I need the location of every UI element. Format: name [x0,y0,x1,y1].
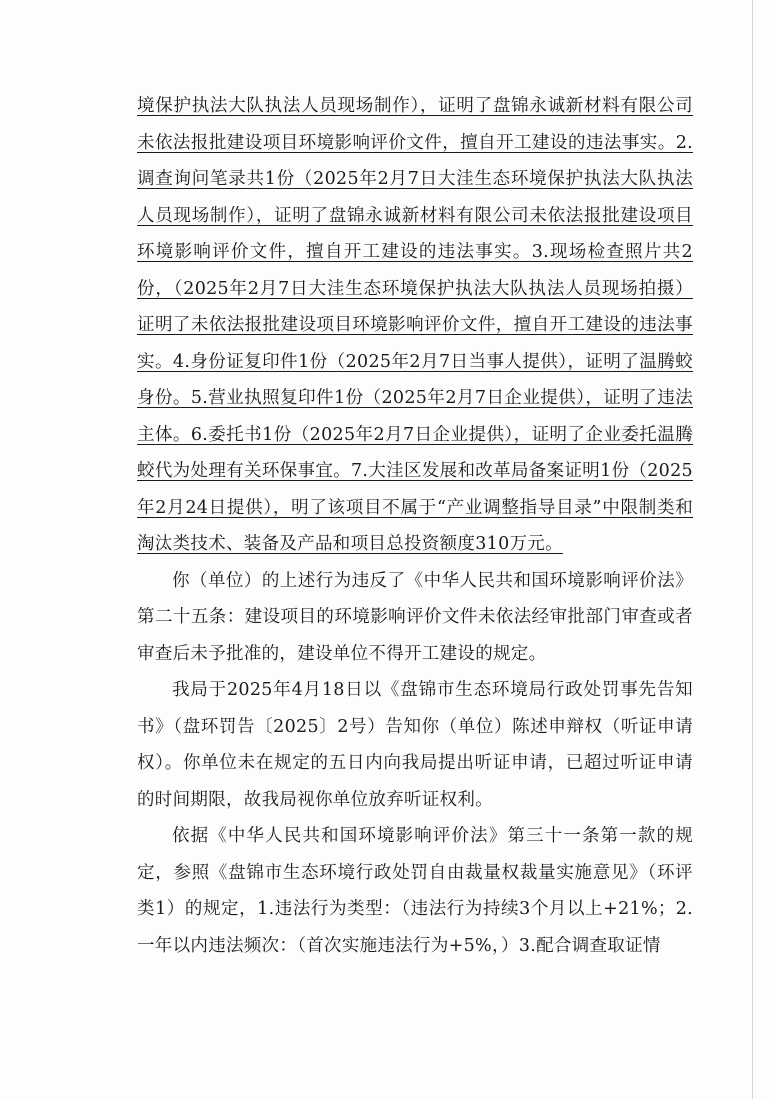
penalty-basis-paragraph: 依据《中华人民共和国环境影响评价法》第三十一条第一款的规定，参照《盘锦市生态环境行政处罚自由裁量权裁量实施意见》（环评类1）的规定，1.违法行为类型：（违法行为持续3个月以上+21%；2.一年以内违法频次：（首次实施违法行为+5%，）3.配合调查取证情 [137,826,693,956]
document-body [137,88,693,964]
evidence-paragraph: 境保护执法大队执法人员现场制作），证明了盘锦永诚新材料有限公司未依法报批建设项目环境影响评价文件，擅自开工建设的违法事实。2.调查询问笔录共1份（2025年2月7日大洼生态环境保护执法大队执法人员现场制作），证明了盘锦永诚新材料有限公司未依法报批建设项目环境影响评价文件，擅自开工建设的违法事实。3.现场检查照片共2份，（2025年2月7日大洼生态环境保护执法大队执法人员现场拍摄）证明了未依法报批建设项目环境影响评价文件，擅自开工建设的违法事实。4.身份证复印件1份（2025年2月7日当事人提供），证明了温腾蛟身份。5.营业执照复印件1份（2025年2月7日企业提供），证明了违法主体。6.委托书1份（2025年2月7日企业提供），证明了企业委托温腾蛟代为处理有关环保事宜。7.大洼区发展和改革局备案证明1份（2025年2月24日提供），明了该项目不属于“产业调整指导目录”中限制类和淘汰类技术、装备及产品和项目总投资额度310万元。 [137,96,693,554]
page-edge-line [752,0,753,1099]
violation-paragraph: 你（单位）的上述行为违反了《中华人民共和国环境影响评价法》第二十五条：建设项目的环境影响评价文件未依法经审批部门审查或者审查后未予批准的，建设单位不得开工建设的规定。 [137,570,693,664]
hearing-notice-paragraph: 我局于2025年4月18日以《盘锦市生态环境局行政处罚事先告知书》（盘环罚告〔2025〕2号）告知你（单位）陈述申辩权（听证申请权）。你单位未在规定的五日内向我局提出听证申请，已超过听证申请的时间期限，故我局视你单位放弃听证权利。 [137,680,693,810]
